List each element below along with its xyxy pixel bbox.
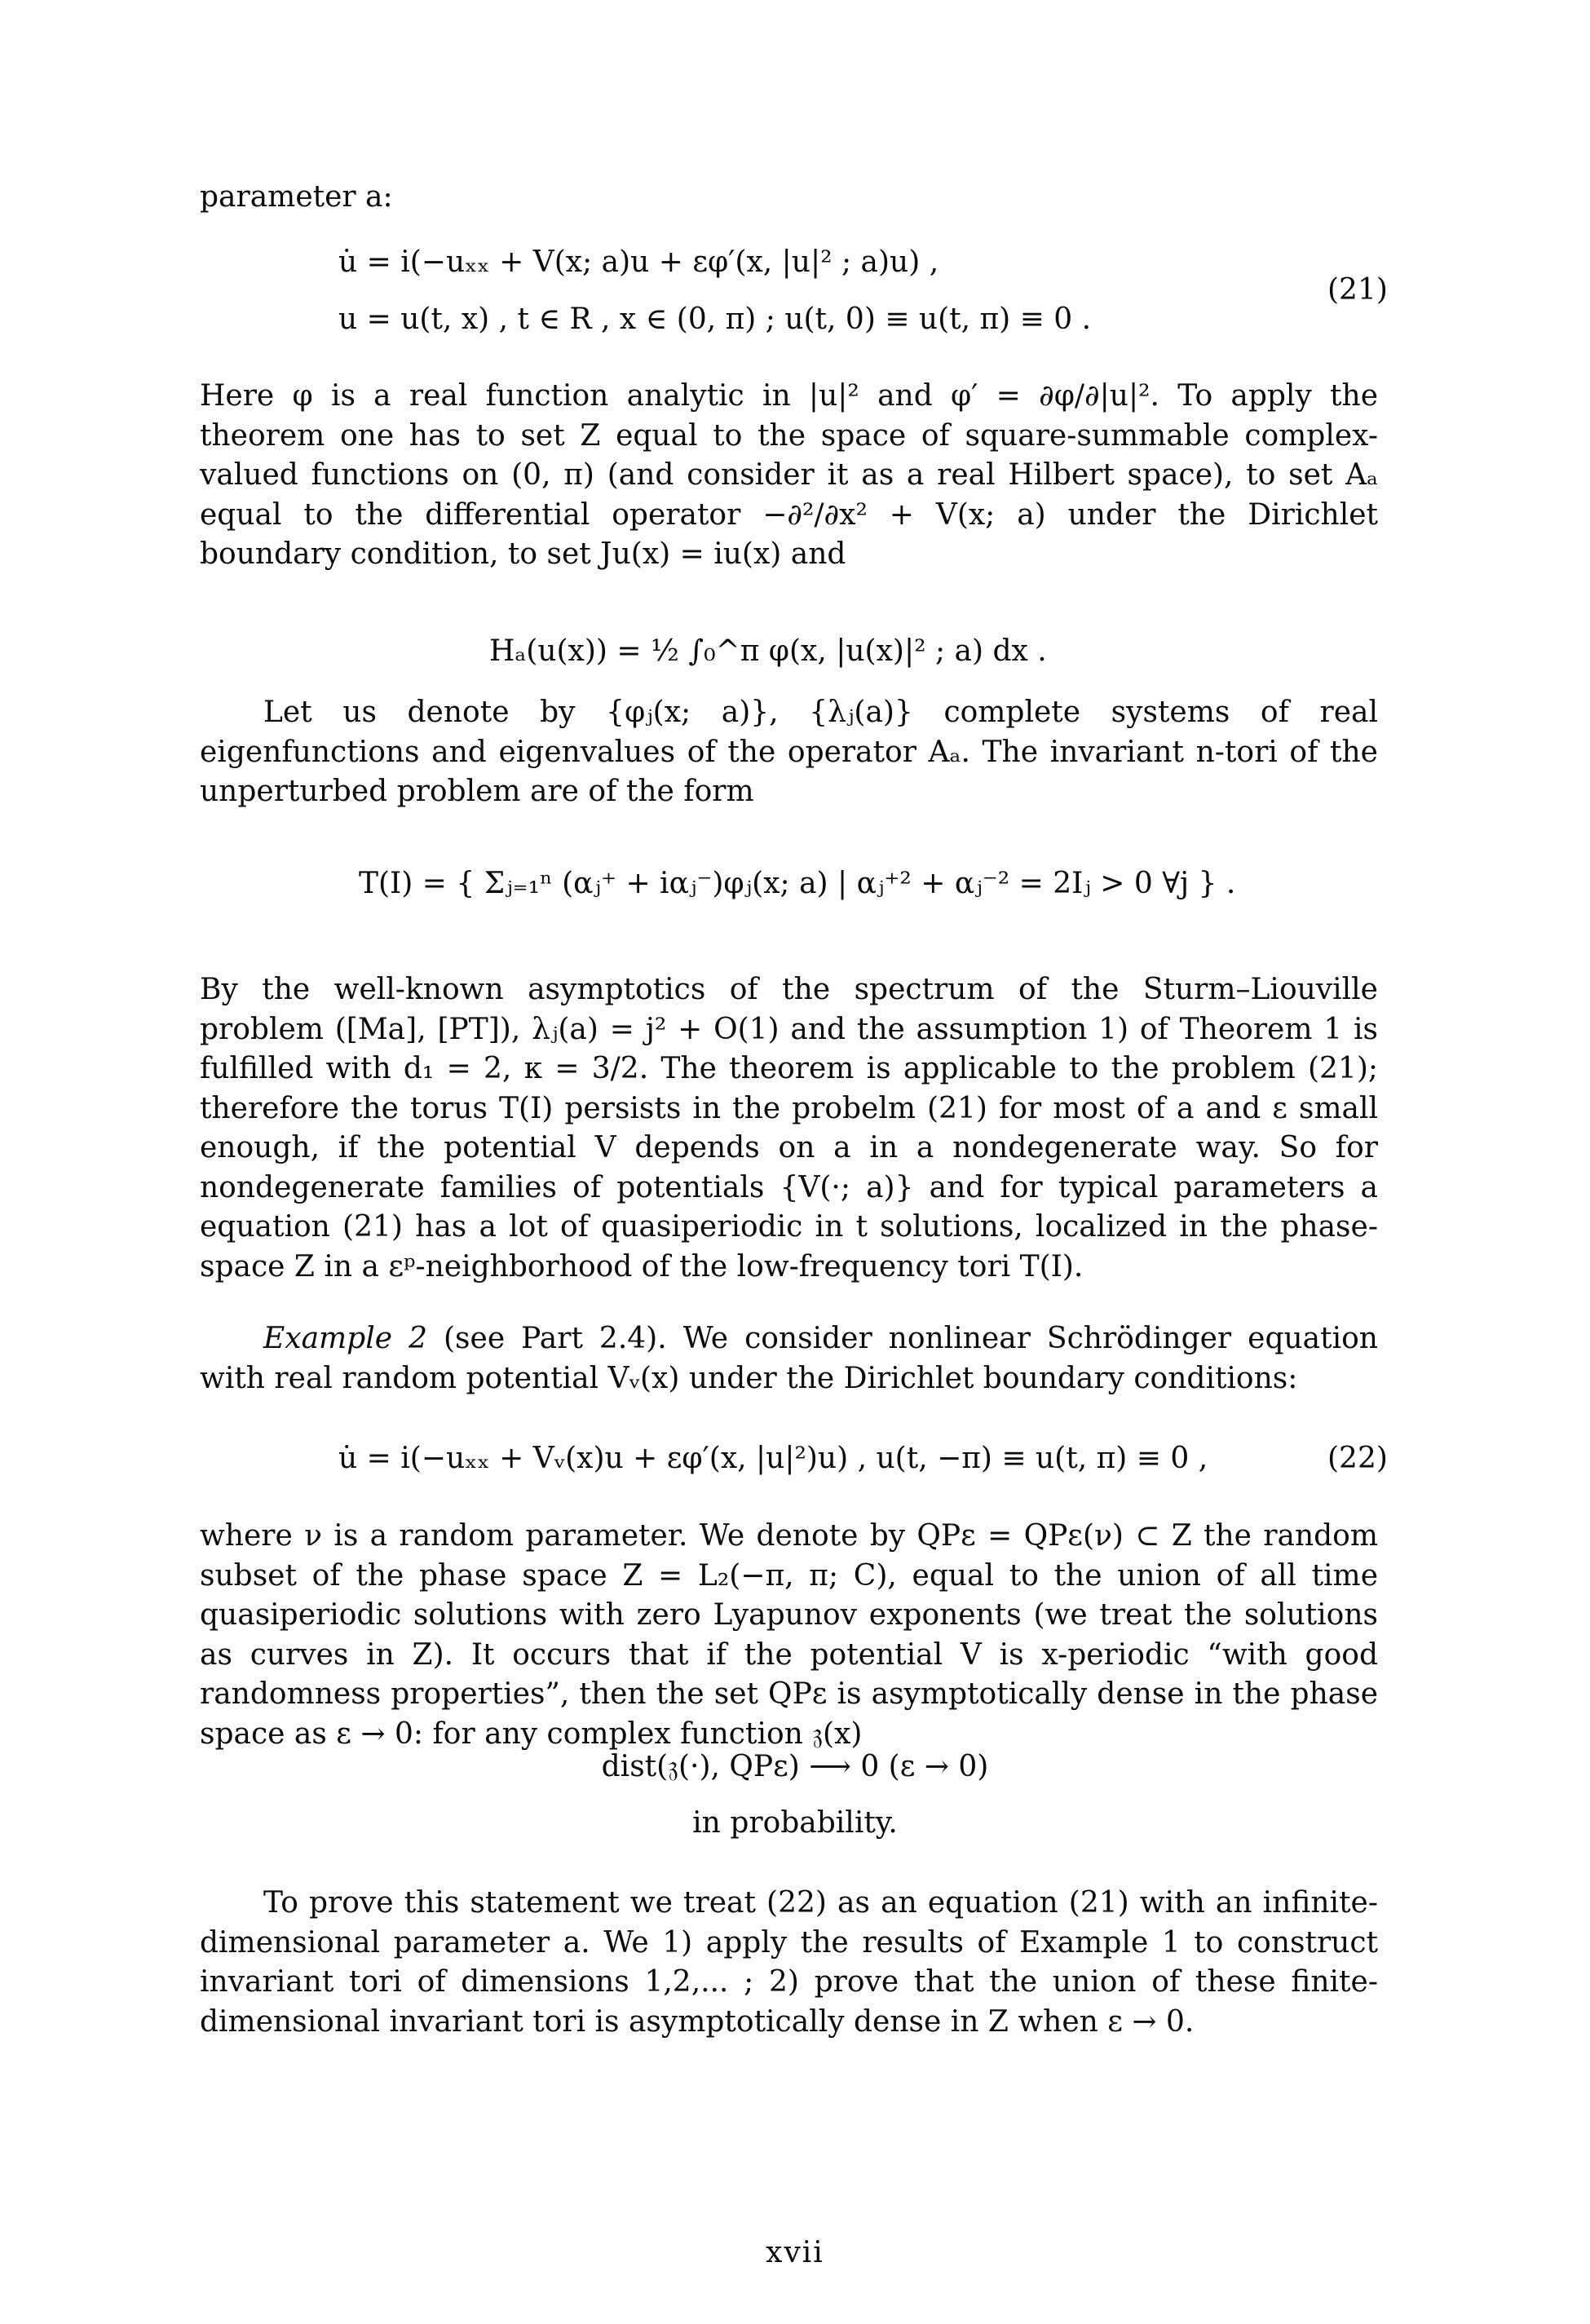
equation-21-number: (21) [1327, 273, 1388, 307]
paragraph-asymptotics: By the well-known asymptotics of the spectrum of the Sturm–Liouville problem ([Ma], [PT]), λⱼ(a) = j² + O(1) and the assumption 1) of Theorem 1 is fulfilled with d₁ = 2, κ = 3/2. The theorem is applicable to the problem (21); therefore the torus T(I) persists in the probelm (21) for most of a and ε small enough, if the potential V depends on a in a nondegenerate way. So for nondegenerate families of potentials {V(·; a)} and for typical parameters a equation (21) has a lot of quasiperiodic in t solutions, localized in the phase-space Z in a εᵖ-neighborhood of the low-frequency tori T(I). [200, 973, 1378, 1284]
paragraph-example [200, 1319, 1378, 1398]
paragraph-let-us: Let us denote by {φⱼ(x; a)}, {λⱼ(a)} complete systems of real eigenfunctions and eigenvalues of the operator Aₐ. The invariant n-tori of the unperturbed problem are of the form [200, 696, 1378, 808]
example-text: (see Part 2.4). We consider nonlinear Schrödinger equation with real random potential Vᵥ(x) under the Dirichlet boundary conditions: [200, 1322, 1378, 1395]
paragraph-here: Here φ is a real function analytic in |u|² and φ′ = ∂φ/∂|u|². To apply the theorem one has to set Z equal to the space of square-summable complex-valued functions on (0, π) (and consider it as a real Hilbert space), to set Aₐ equal to the differential operator −∂²/∂x² + V(x; a) under the Dirichlet boundary condition, to set Ju(x) = iu(x) and [200, 379, 1378, 571]
equation-dist-caption: in probability. [692, 1806, 898, 1840]
equation-hamiltonian: Hₐ(u(x)) = ½ ∫₀^π φ(x, |u(x)|² ; a) dx . [489, 634, 1047, 668]
example-label: Example 2 [263, 1322, 427, 1355]
intro-line: parameter a: [200, 180, 393, 214]
page-number: xvii [766, 2236, 824, 2269]
equation-21-line-2: u = u(t, x) , t ∈ R , x ∈ (0, π) ; u(t, 0) ≡ u(t, π) ≡ 0 . [338, 303, 1092, 336]
paragraph-to-prove: To prove this statement we treat (22) as an equation (21) with an infinite-dimensional parameter a. We 1) apply the results of Example 1 to construct invariant tori of dimensions 1,2,... ; 2) prove that the union of these finite-dimensional invariant tori is asymptotically dense in Z when ε → 0. [200, 1886, 1378, 2039]
equation-21-line-1: u̇ = i(−uₓₓ + V(x; a)u + εφ′(x, |u|² ; a)u) , [338, 245, 939, 279]
equation-torus: T(I) = { Σⱼ₌₁ⁿ (αⱼ⁺ + iαⱼ⁻)φⱼ(x; a) | αⱼ⁺² + αⱼ⁻² = 2Iⱼ > 0 ∀j } . [359, 867, 1236, 900]
paragraph-where: where ν is a random parameter. We denote by QPε = QPε(ν) ⊂ Z the random subset of the phase space Z = L₂(−π, π; C), equal to the union of all time quasiperiodic solutions with zero Lyapunov exponents (we treat the solutions as curves in Z). It occurs that if the potential V is x-periodic “with good randomness properties”, then the set QPε is asymptotically dense in the phase space as ε → 0: for any complex function 𝔷(x) [200, 1519, 1378, 1751]
equation-dist: dist(𝔷(·), QPε) ⟶ 0 (ε → 0) [601, 1750, 989, 1783]
equation-22-number: (22) [1327, 1442, 1388, 1475]
equation-22: u̇ = i(−uₓₓ + Vᵥ(x)u + εφ′(x, |u|²)u) , u(t, −π) ≡ u(t, π) ≡ 0 , [338, 1442, 1208, 1475]
